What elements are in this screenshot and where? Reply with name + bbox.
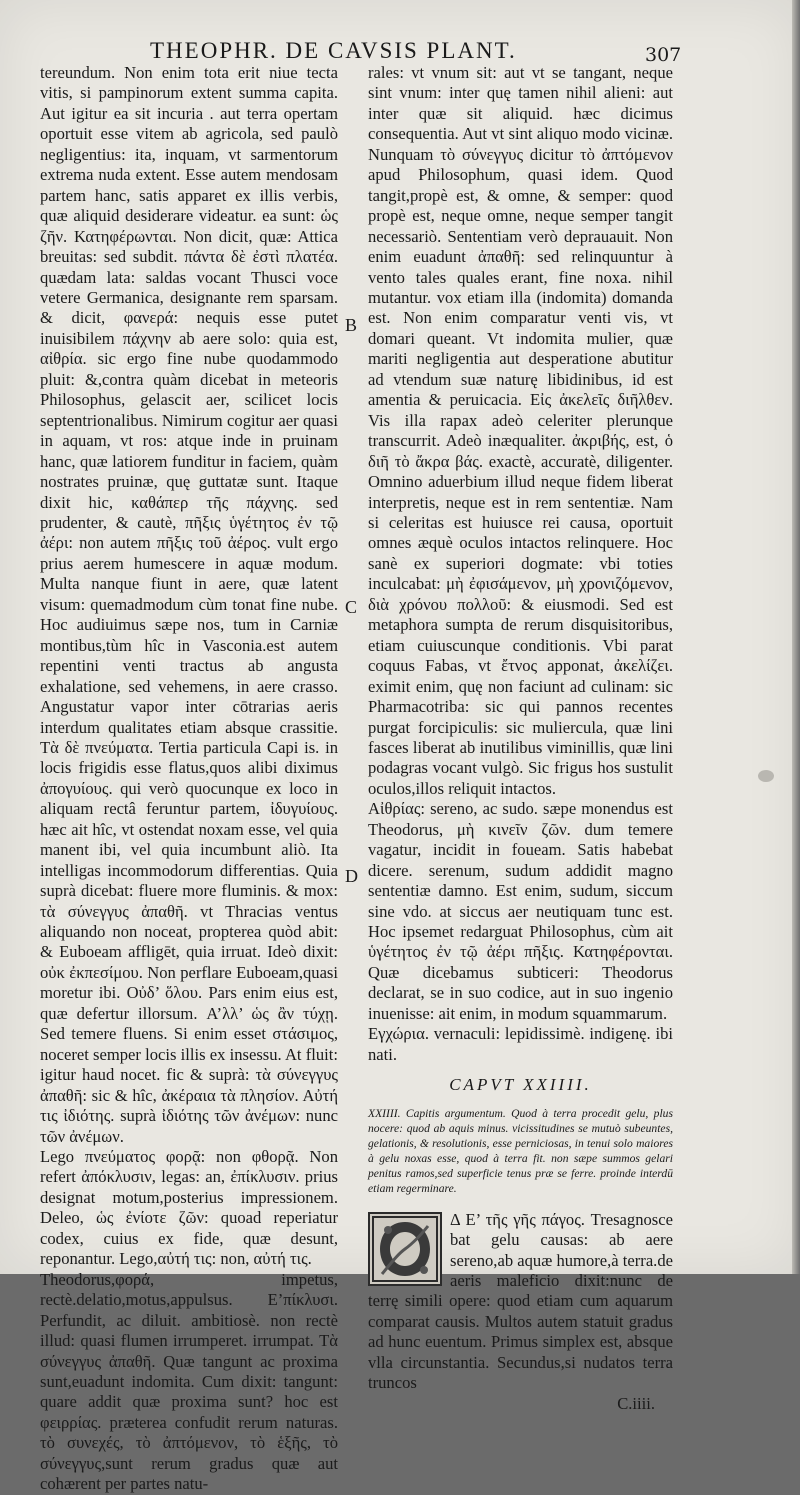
left-paragraph-2: Lego πνεύματος φορᾷ: non φθορᾷ. Non refert ἀπόκλυσιν, legas: an, ἐπίκλυσιν. prius designat motum,posterius impressionem. Deleo, ὡς ἐνίοτε ζῶν: quoad reperiatur codex, cuius ex fide, quæ desunt, reponantur. Lego,αὐτή τις: non, αὐτή τις.: [40, 1147, 338, 1269]
right-paragraph-2: Αἰθρίας: sereno, ac sudo. sæpe monendus est Theodorus, μὴ κινεῖν ζῶν. dum temere vagatur, incidit in foueam. Satis habebat dicere. serenum, sudum addidit magno sententiæ damno. Est enim, sudum, siccum sine vdo. at siccus aer neutiquam tunc est. Hoc ipsemet redarguat Philosophus, cùm ait ὑγέτητος ἐν τῷ ἀέρι πῆξις. Κατηφέρονται. Quæ dicebamus subticeri: Theodorus declarat, se in suo codice, aut in suo ingenio inuenisse: ait enim, in modum squammarum.: [368, 799, 673, 1023]
left-paragraph-3: Theodorus,φορά, impetus, rectè.delatio,motus,appulsus. Ε’πίκλυσι. Perfundit, ac diluit. ambitiosè. non rectè illud: quasi flumen irrumperet. irrumpat. Τὰ σύνεγγυς ἀπαθῆ. Quæ tangunt ac proxima sunt,euadunt indomita. Cum dixit: tangunt: quare addit quæ proxima sunt? hoc est φειρρίας. præterea confudit rerum naturas. τὸ συνεχές, τὸ ἀπτόμενον, τὸ ἑξῆς, τὸ σύνεγγυς,sunt rerum gradus quæ aut cohærent per partes natu-: [40, 1269, 338, 1494]
left-paragraph-1: tereundum. Non enim tota erit niue tecta vitis, si pampinorum extent summa capita. Aut igitur ea sit incuria . aut terra opertam oportuit esse vitem ab agricola, sed paulò negligentius: ita, inquam, vt sarmentorum extrema nuda extent. Esse autem mendosam partem hanc, satis apparet ex illis verbis, quæ aliquid desiderare videatur. ea sunt: ὡς ζῆν. Κατηφέρωνται. Non dicit, quæ: Attica breuitas: sed subdit. πάντα δὲ ἐστὶ πλατέα. quædam lata: saldas vocant Thusci voce vetere Germanica, designante rem sparsam. & dicit, φανερά: nequis esse putet inuisibilem πάχνην ab aere solo: quia est, αἰθρία. sic ergo fine nube quodammodo pluit: &,contra quàm dicebat in meteoris Philosophus, gelascit aer, scilicet locis septentrionalibus. Nimirum cogitur aer quasi in aquam, vt ros: atque inde in pruinam hanc, quæ latiorem funditur in faciem, quàm nostrates pruinæ, quę guttatæ sunt. Itaque dixit hic, καθάπερ τῆς πάχνης. sed prudenter, & cautè, πῆξις ὑγέτητος ἐν τῷ ἀέρι: non autem πῆξις τοῦ ἀέρος. vult ergo prius aerem humescere in aquæ modum. Multa nanque fiunt in aere, quæ latent visum: quemadmodum cùm tonat fine nube. Hoc audiuimus sæpe nos, tum in Carniæ montibus,tùm hîc in Vasconia.est autem repentini venti tractus ab angusta exhalatione, sed vehemens, in aere crasso. Angustatur vapor inter cōtrarias aeris interdum qualitates etiam absque crassitie. Τὰ δὲ πνεύματα. Tertia particula Capi is. in locis frigidis esse flatus,quos alibi diximus ἀπογυίους. qui verò quocunque ex loco in aliquam rectâ feruntur partem, ἰδυγυίους. hæc ait hîc, vt ostendat noxam esse, vel quia manent ibi, vel quia incumbunt aliò. Ita intelligas incommodorum differentias. Quia suprà dicebat: fluere more fluminis. & mox: τὰ σύνεγγυς ἀπαθῆ. vt Thracias ventus aliquando non noceat, propterea quòd abit: & Euboeam affligēt, quia irruat. Ideò dixit: οὐκ ἐκπεσίμου. Non perflare Euboeam,quasi moretur ibi. Οὐδ’ ὅλου. Pars enim eius est, quæ defertur illorsum. Α’λλ’ ὡς ἂν τύχῃ. Sed temere fluens. Si enim esset στάσιμος, noceret semper locis illis ex insessu. At fluit: igitur haud nocet. fic & suprà: τὰ σύνεγγυς ἀπαθῆ: sic & hîc, ἀκέραια τὰ πλησίον. Αὐτή τις ἰδιότης. suprà ἰδιότης τῶν ἀνέμων: nunc τῶν ἀνέμων.: [40, 63, 338, 1146]
right-column: [368, 63, 673, 1414]
ornamental-initial-icon: [368, 1212, 442, 1286]
chapter-text: Δ Ε’ τῆς γῆς πάγος. Tresagnosce bat gelu causas: ab aere sereno,ab aquæ humore,à terra.de aeris maleficio dixit:nunc de terrę simili opere: quod etiam cum aquarum comparat causis. Multos autem statuit gradus ad hunc euentum. Primus simplex est, absque vlla circunstantia. Secundus,si nudatos terra truncos: [368, 1209, 673, 1393]
page-number: 307: [645, 44, 682, 66]
right-paragraph-1: rales: vt vnum sit: aut vt se tangant, neque sint vnum: inter quę tamen nihil alieni: aut inter quæ sit aliquid. hæc dicimus consequentia. Aut vt sint aliquo modo vicinæ. Nunquam τὸ σύνεγγυς dicitur τὸ ἀπτόμενον apud Philosophum, quasi idem. Quod tangit,propè est, & omne, & semper: quod propè est, neque omne, neque semper tangit necessariò. Sententiam verò deprauauit. Non enim euadunt ἀπαθῆ: sed relinquuntur à vento tales quales erant, fine noxa. nihil mutantur. vox etiam illa (indomita) domanda est. Non enim comparatur venti vis, vt domari queant. Vt indomita mulier, quæ mariti negligentia aut desperatione abutitur ad vtendum suæ naturę libidinibus, id est amentia & peruicacia. Εἰς ἀκελεῖς διῆλθεν. Vis illa rapax adeò celeriter plerunque transcurrit. Adeò inæqualiter. ἀκριβής, est, ὁ διῆ τὸ ἄκρα βάς. exactè, accuratè, diligenter. Omnino aduerbium illud neque fidem liberat interpretis, neque est in rem sententiæ. Nam si celeritas est huiusce rei causa, oportuit omnes æquè oculos intactos relinquere. Hoc sanè ex superiori dogmate: vbi toties inculcabat: μὴ ἐφισάμενον, μὴ χρονιζόμενον, διὰ χρόνου πολλοῦ: & eiusmodi. Sed est metaphora sumpta de rerum disquisitoribus, etiam cuiuscunque conditionis. Vbi parat coquus Fabas, vt ἔτνος apponat, ἀκελίζει. eximit enim, quę non faciunt ad culinam: sic Pharmacotriba: sic qui pannos recentes purgat forcipiculis: sic muliercula, quæ lini fasces liberat ab inutilibus viminillis, quæ lini podagras vocant vulgò. Sic frigus hos sustulit oculos,illos reliquit intactos.: [368, 63, 673, 798]
right-paragraph-3: Εγχώρια. vernaculi: lepidissimè. indigenę. ibi nati.: [368, 1024, 673, 1064]
paper-stain: [758, 770, 774, 782]
running-title: THEOPHR. DE CAVSIS PLANT.: [150, 38, 517, 63]
chapter-title: CAPVT XXIIII.: [449, 1075, 592, 1095]
margin-marker-d: D: [345, 866, 358, 886]
signature-mark: C.iiii.: [617, 1393, 655, 1413]
margin-marker-c: C: [345, 597, 358, 617]
chapter-argument: XXIIII. Capitis argumentum. Quod à terra procedit gelu, plus nocere: quod ab aquis minus. vicissitudines se mutuò subeuntes, gelationis, & resolutionis, esse perniciosas, in tenui solo maiores à gelu noxas esse, quod à terra fit. non sæpe summos gelari penitus ramos,sed superficie tenus præ se ferre. proinde interdū etiam regerminare.: [368, 1106, 673, 1195]
page-edge: [792, 0, 800, 1274]
margin-marker-b: B: [345, 315, 358, 335]
left-column: [40, 63, 338, 1495]
